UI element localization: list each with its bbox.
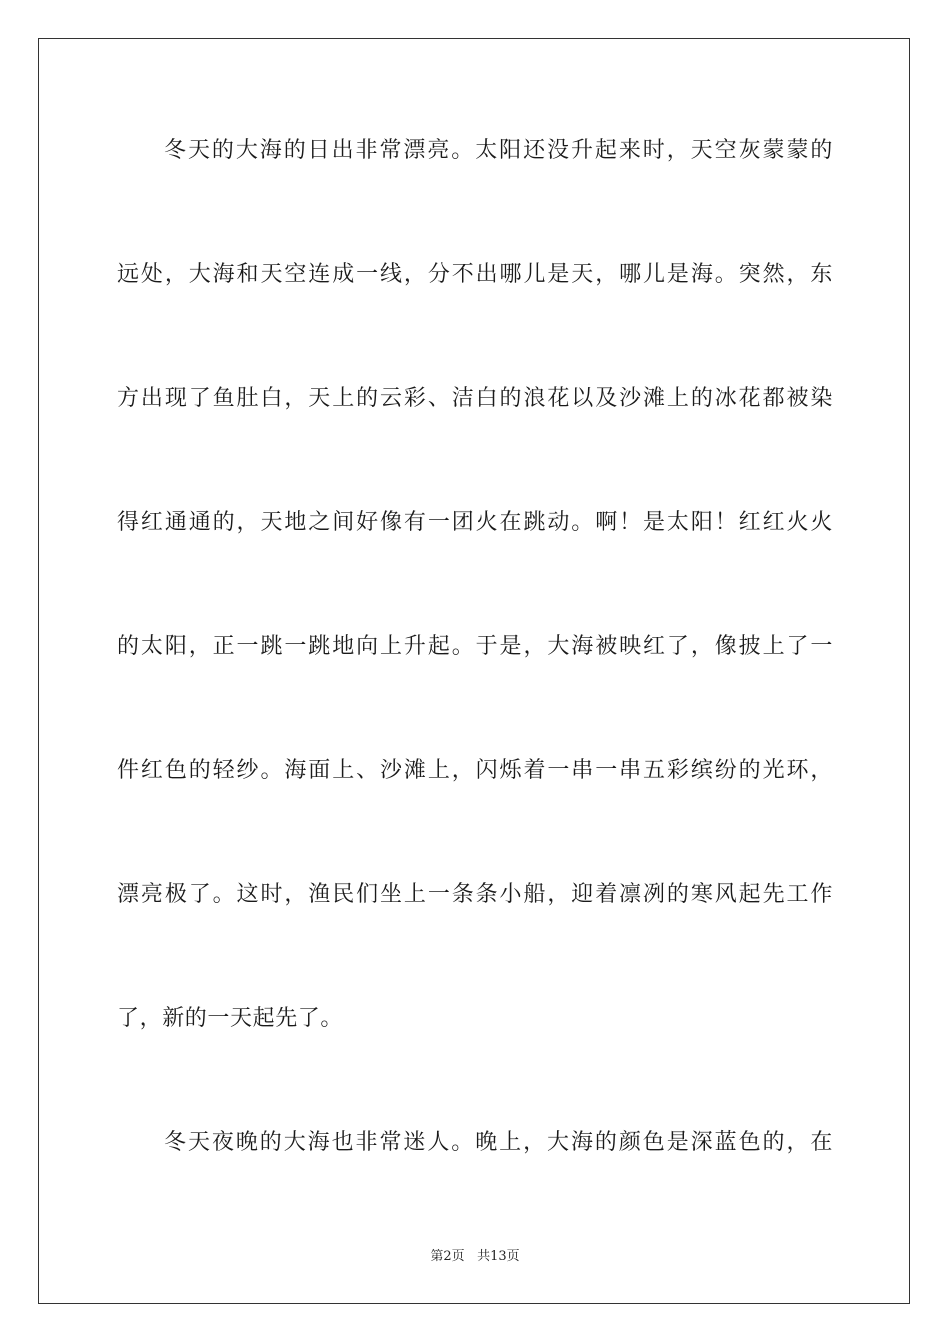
page-number: 第2页 xyxy=(430,1249,465,1264)
paragraph-1-line-6: 件红色的轻纱。海面上、沙滩上，闪烁着一串一串五彩缤纷的光环， xyxy=(117,758,833,783)
paragraph-1-line-4: 得红通通的，天地之间好像有一团火在跳动。啊！是太阳！红红火火 xyxy=(117,510,833,535)
page-footer xyxy=(0,1248,950,1266)
paragraph-1-line-7: 漂亮极了。这时，渔民们坐上一条条小船，迎着凛冽的寒风起先工作 xyxy=(117,882,833,907)
paragraph-1-line-8: 了，新的一天起先了。 xyxy=(117,1006,344,1031)
paragraph-1-line-2: 远处，大海和天空连成一线，分不出哪儿是天，哪儿是海。突然，东 xyxy=(117,262,833,287)
paragraph-1-line-5: 的太阳，正一跳一跳地向上升起。于是，大海被映红了，像披上了一 xyxy=(117,634,833,659)
paragraph-1-line-3: 方出现了鱼肚白，天上的云彩、洁白的浪花以及沙滩上的冰花都被染 xyxy=(117,386,833,411)
paragraph-2-line-1: 冬天夜晚的大海也非常迷人。晚上，大海的颜色是深蓝色的，在 xyxy=(164,1130,833,1155)
page-border xyxy=(38,38,910,1304)
paragraph-1-line-1: 冬天的大海的日出非常漂亮。太阳还没升起来时，天空灰蒙蒙的 xyxy=(164,138,833,163)
page-total: 共13页 xyxy=(477,1249,520,1264)
